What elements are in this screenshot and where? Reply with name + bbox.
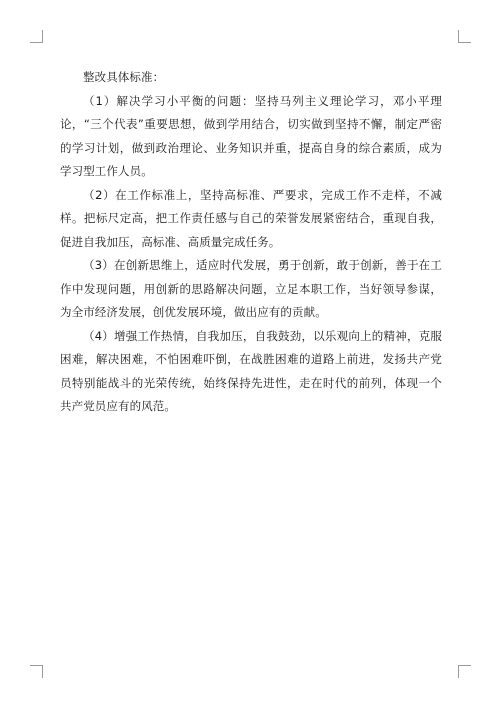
section-heading: 整改具体标准：: [83, 70, 165, 84]
document-body: [60, 66, 442, 419]
crop-mark-bottom-left: [30, 665, 43, 678]
crop-mark-top-left: [30, 30, 43, 43]
crop-mark-top-right: [458, 30, 471, 43]
paragraph-4: （4）增强工作热情，自我加压，自我鼓劲，以乐观向上的精神，克服困难，解决困难，不怕困难吓倒，在战胜困难的道路上前进，发扬共产党员特别能战斗的光荣传统，始终保持先进性，走在时代的前列，体现一个共产党员应有的风范。: [60, 328, 442, 413]
paragraph-1: （1）解决学习小平衡的问题：坚持马列主义理论学习，邓小平理论，“三个代表”重要思想，做到学用结合，切实做到坚持不懈，制定严密的学习计划，做到政治理论、业务知识并重，提高自身的综合素质，成为学习型工作人员。: [60, 93, 442, 178]
paragraph-2: （2）在工作标准上，坚持高标准、严要求，完成工作不走样，不减样。把标尺定高，把工作责任感与自己的荣誉发展紧密结合，重现自我，促进自我加压，高标准、高质量完成任务。: [60, 187, 442, 249]
paragraph-3: （3）在创新思维上，适应时代发展，勇于创新，敢于创新，善于在工作中发现问题，用创新的思路解决问题，立足本职工作，当好领导参谋，为全市经济发展，创优发展环境，做出应有的贡献。: [60, 258, 442, 319]
crop-mark-bottom-right: [458, 665, 471, 678]
